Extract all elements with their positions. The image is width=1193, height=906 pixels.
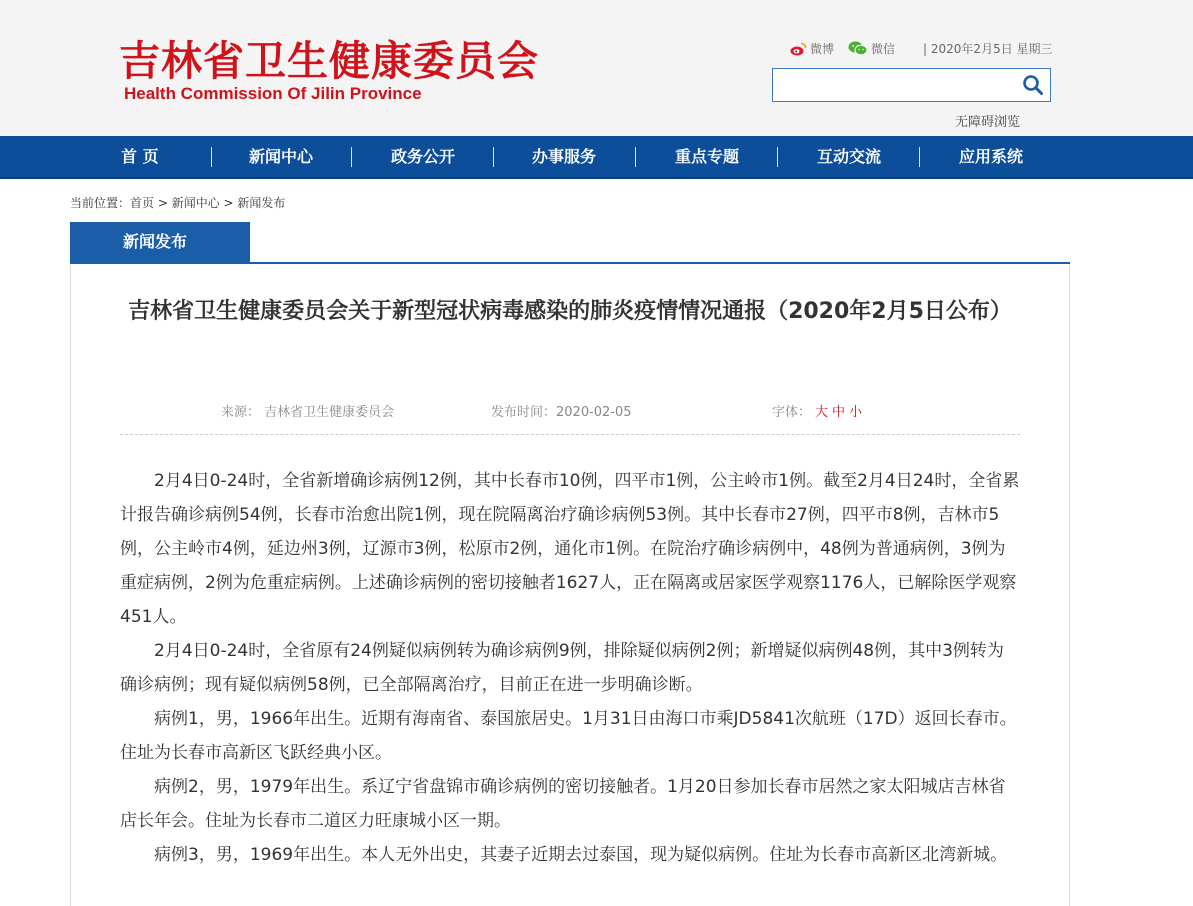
nav-divider xyxy=(777,147,778,167)
social-links xyxy=(790,40,1053,57)
breadcrumb-news[interactable]: 新闻中心 xyxy=(171,196,220,210)
nav-divider xyxy=(493,147,494,167)
weibo-link[interactable] xyxy=(790,40,834,57)
article-paragraph: 2月4日0-24时，全省原有24例疑似病例转为确诊病例9例，排除疑似病例2例；新增疑似病例48例，其中3例转为确诊病例；现有疑似病例58例，已全部隔离治疗，目前正在进一步明确诊断。 xyxy=(120,641,1004,695)
article-paragraph: 病例1，男，1966年出生。近期有海南省、泰国旅居史。1月31日由海口市乘JD5841次航班（17D）返回长春市。住址为长春市高新区飞跃经典小区。 xyxy=(120,709,1017,763)
article-paragraph: 2月4日0-24时，全省新增确诊病例12例，其中长春市10例，四平市1例，公主岭市1例。截至2月4日24时，全省累计报告确诊病例54例，长春市治愈出院1例，现在院隔离治疗确诊病例53例。其中长春市27例，四平市8例，吉林市5例，公主岭市4例，延边州3例，辽源市3例，松原市2例，通化市1例。在院治疗确诊病例中，48例为普通病例，3例为重症病例，2例为危重症病例。上述确诊病例的密切接触者1627人，正在隔离或居家医学观察1176人，已解除医学观察451人。 xyxy=(120,471,1020,627)
current-date: | 2020年2月5日 星期三 xyxy=(923,42,1053,56)
main-nav xyxy=(0,136,1193,179)
article-body xyxy=(120,464,1020,872)
site-logo-cn[interactable]: 吉林省卫生健康委员会 xyxy=(119,37,539,85)
breadcrumb-prefix: 当前位置： xyxy=(70,196,131,210)
wechat-label: 微信 xyxy=(871,42,896,56)
nav-item-interaction[interactable]: 互动交流 xyxy=(817,147,882,166)
breadcrumb-news-release[interactable]: 新闻发布 xyxy=(237,196,286,210)
weibo-icon xyxy=(790,42,807,56)
site-logo-en[interactable]: Health Commission Of Jilin Province xyxy=(124,84,422,103)
breadcrumb-separator: > xyxy=(219,196,238,210)
font-size-small[interactable]: 小 xyxy=(849,405,863,420)
section-tab[interactable]: 新闻发布 xyxy=(70,222,250,262)
nav-divider xyxy=(211,147,212,167)
wechat-icon xyxy=(848,41,868,56)
breadcrumb-home[interactable]: 首页 xyxy=(130,196,155,210)
font-size-large[interactable]: 大 xyxy=(815,405,829,420)
nav-divider xyxy=(919,147,920,167)
search-icon xyxy=(1022,74,1044,96)
search-box xyxy=(772,68,1051,102)
nav-item-government[interactable]: 政务公开 xyxy=(391,147,456,166)
nav-divider xyxy=(351,147,352,167)
breadcrumb-separator: > xyxy=(154,196,172,210)
nav-item-home[interactable]: 首 页 xyxy=(121,147,159,166)
meta-divider xyxy=(120,434,1020,435)
article-paragraph: 病例3，男，1969年出生。本人无外出史，其妻子近期去过泰国，现为疑似病例。住址为长春市高新区北湾新城。 xyxy=(154,845,1008,865)
nav-divider xyxy=(635,147,636,167)
font-size-label: 字体： xyxy=(772,405,812,420)
article-publish-date: 发布时间：2020-02-05 xyxy=(491,405,632,420)
wechat-link[interactable] xyxy=(848,40,895,57)
weibo-label: 微博 xyxy=(810,42,835,56)
article-title: 吉林省卫生健康委员会关于新型冠状病毒感染的肺炎疫情情况通报（2020年2月5日公布） xyxy=(128,299,1012,324)
article-source: 来源： 吉林省卫生健康委员会 xyxy=(221,405,395,420)
font-size-medium[interactable]: 中 xyxy=(832,405,846,420)
accessibility-link[interactable]: 无障碍浏览 xyxy=(955,115,1021,130)
search-input[interactable] xyxy=(777,73,1017,97)
nav-item-news[interactable]: 新闻中心 xyxy=(249,147,314,166)
search-button[interactable] xyxy=(1022,74,1046,98)
breadcrumb xyxy=(70,194,285,211)
nav-item-services[interactable]: 办事服务 xyxy=(532,147,597,166)
site-header xyxy=(0,0,1193,136)
nav-item-topics[interactable]: 重点专题 xyxy=(675,147,740,166)
font-size-controls xyxy=(772,401,862,420)
nav-item-apps[interactable]: 应用系统 xyxy=(959,147,1024,166)
article-paragraph: 病例2，男，1979年出生。系辽宁省盘锦市确诊病例的密切接触者。1月20日参加长春市居然之家太阳城店吉林省店长年会。住址为长春市二道区力旺康城小区一期。 xyxy=(120,777,1006,831)
